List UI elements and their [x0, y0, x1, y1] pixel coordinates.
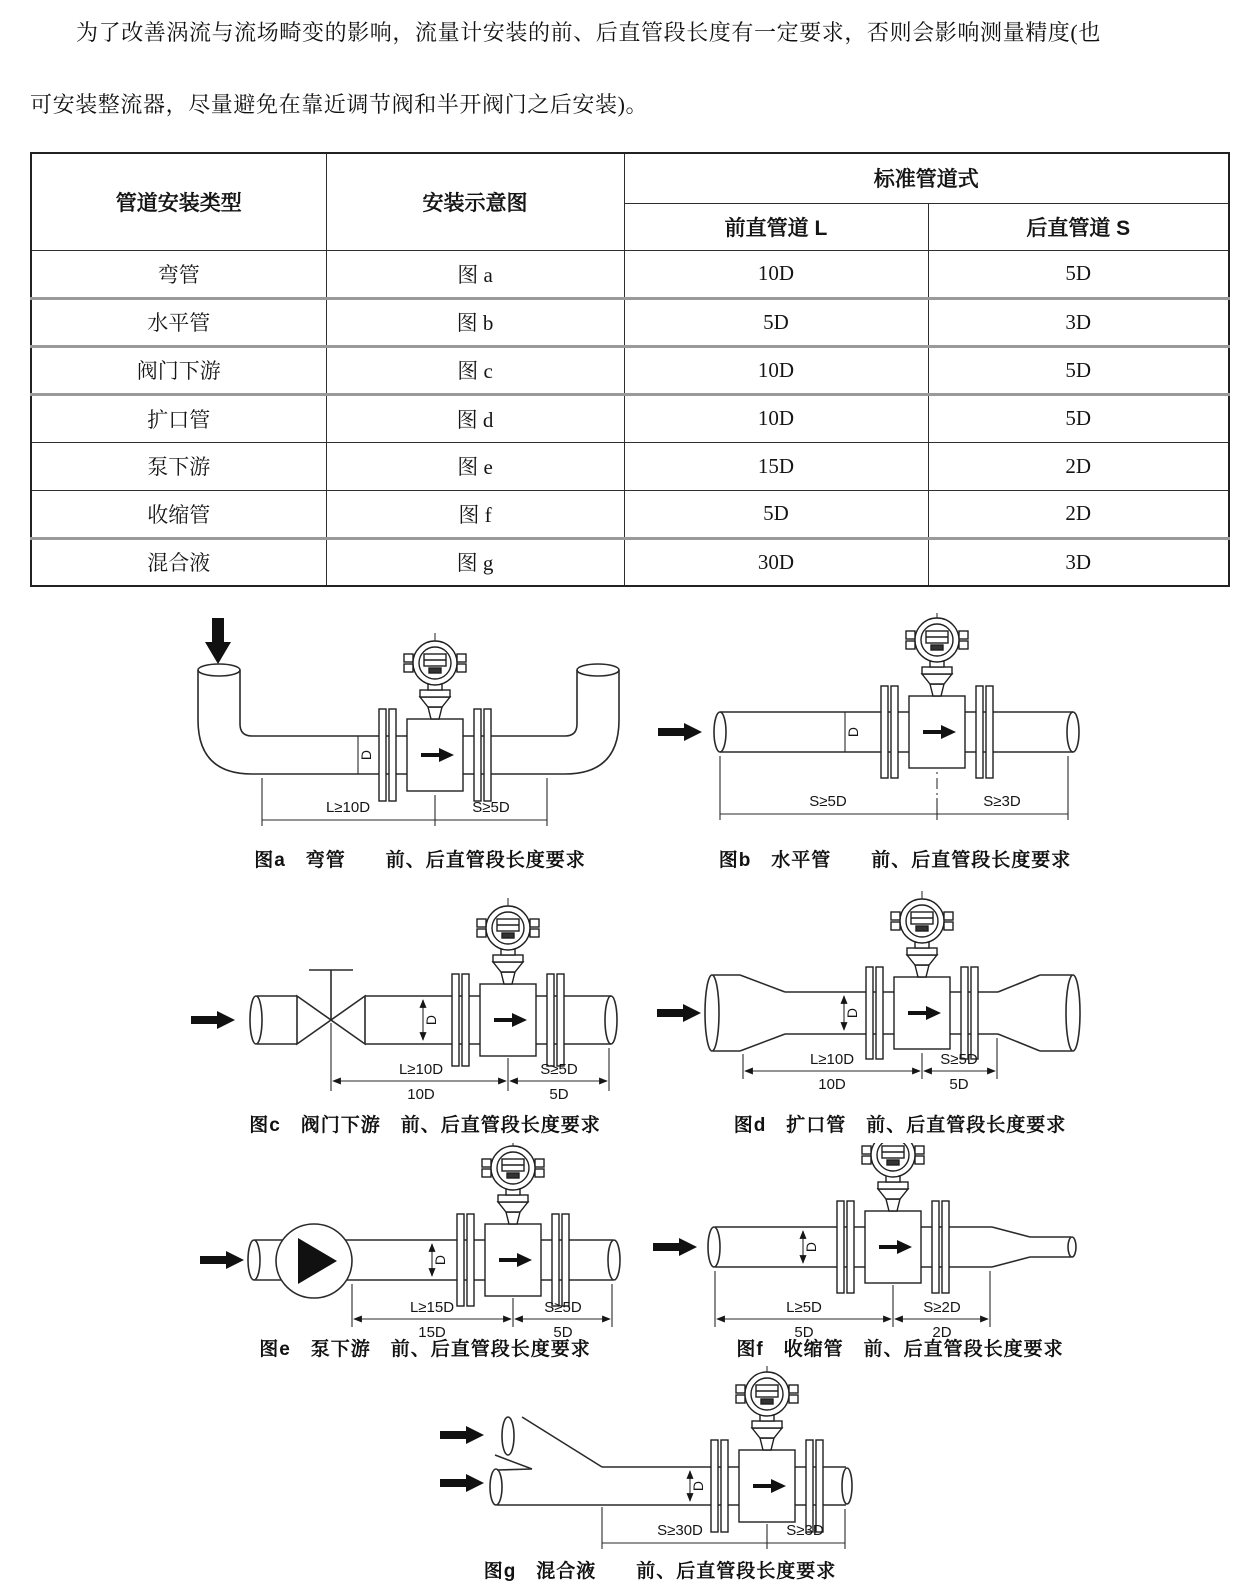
- table-row: [31, 538, 1229, 586]
- col-header-type: 管道安装类型: [31, 153, 326, 250]
- flow-down-arrow-icon: [205, 618, 231, 664]
- figure-e-pump-downstream-diagram: [175, 1143, 675, 1343]
- flow-direction-arrow-icon: [653, 1238, 697, 1256]
- flowmeter-icon: [379, 633, 491, 819]
- cell-back: 5D: [928, 250, 1229, 298]
- table-row: [31, 394, 1229, 442]
- table-row: [31, 346, 1229, 394]
- flowmeter-icon: [457, 1143, 569, 1324]
- dim-sublabel-left: 10D: [407, 1086, 435, 1103]
- cell-fig: 图 b: [326, 298, 624, 346]
- cell-type: 弯管: [31, 250, 326, 298]
- dim-sublabel-left: 10D: [818, 1076, 846, 1093]
- cell-fig: 图 a: [326, 250, 624, 298]
- diameter-label: D: [845, 726, 861, 738]
- pipe-break-mark: [714, 712, 726, 752]
- table-row: [31, 298, 1229, 346]
- figure-g-mixed-liquid-diagram: [420, 1366, 900, 1552]
- cell-type: 泵下游: [31, 442, 326, 490]
- installation-spec-table: [30, 152, 1230, 587]
- cell-type: 收缩管: [31, 490, 326, 538]
- flow-direction-arrow-icon: [440, 1426, 484, 1444]
- table-row: [31, 250, 1229, 298]
- flow-direction-arrow-icon: [657, 1004, 701, 1022]
- cell-front: 10D: [624, 394, 928, 442]
- diameter-label: D: [432, 1254, 448, 1266]
- cell-fig: 图 g: [326, 538, 624, 586]
- flowmeter-icon: [881, 613, 993, 796]
- dim-label-right: S≥3D: [786, 1522, 824, 1539]
- flow-direction-arrow-icon: [658, 723, 702, 741]
- intro-paragraph-line2: 可安装整流器，尽量避免在靠近调节阀和半开阀门之后安装)。: [30, 92, 649, 117]
- cell-back: 5D: [928, 394, 1229, 442]
- dim-sublabel-right: 5D: [949, 1076, 969, 1093]
- cell-back: 5D: [928, 346, 1229, 394]
- dim-label-left: L≥15D: [409, 1299, 455, 1316]
- dim-label-right: S≥5D: [544, 1299, 582, 1316]
- pipe-break-mark: [248, 1240, 260, 1280]
- dim-sublabel-left: 15D: [418, 1324, 446, 1341]
- pipe-break-mark: [502, 1417, 514, 1455]
- figure-f-reducer-pipe-diagram: [645, 1143, 1155, 1343]
- dim-label-right: S≥5D: [940, 1051, 978, 1068]
- figure-c-valve-downstream-diagram: [175, 883, 675, 1118]
- dim-label-left: L≥10D: [325, 799, 371, 816]
- pipe-break-mark: [577, 664, 619, 676]
- cell-back: 2D: [928, 490, 1229, 538]
- pipe-break-mark: [842, 1468, 852, 1504]
- cell-type: 扩口管: [31, 394, 326, 442]
- pipe-break-mark: [490, 1469, 502, 1505]
- cell-fig: 图 e: [326, 442, 624, 490]
- pipe-break-mark: [1066, 975, 1080, 1051]
- figure-b-horizontal-pipe-diagram: [650, 613, 1140, 845]
- cell-type: 水平管: [31, 298, 326, 346]
- cell-fig: 图 d: [326, 394, 624, 442]
- cell-front: 10D: [624, 346, 928, 394]
- cell-back: 2D: [928, 442, 1229, 490]
- dim-sublabel-right: 5D: [553, 1324, 573, 1341]
- cell-front: 10D: [624, 250, 928, 298]
- pump-icon: [276, 1224, 352, 1298]
- dim-sublabel-right: 5D: [549, 1086, 569, 1103]
- flowmeter-icon: [866, 891, 978, 1077]
- diameter-label: D: [844, 1007, 860, 1019]
- pipe-break-mark: [705, 975, 719, 1051]
- figure-e-caption: 图e 泵下游 前、后直管段长度要求: [259, 1339, 591, 1360]
- flow-direction-arrow-icon: [200, 1251, 244, 1269]
- flowmeter-icon: [452, 898, 564, 1084]
- dim-label-right: S≥2D: [923, 1299, 961, 1316]
- cell-front: 30D: [624, 538, 928, 586]
- pipe-break-mark: [1067, 712, 1079, 752]
- cell-fig: 图 f: [326, 490, 624, 538]
- figure-c-caption: 图c 阀门下游 前、后直管段长度要求: [249, 1115, 601, 1136]
- cell-back: 3D: [928, 538, 1229, 586]
- cell-fig: 图 c: [326, 346, 624, 394]
- figure-b-caption: 图b 水平管 前、后直管段长度要求: [718, 850, 1072, 871]
- dim-label-right: S≥5D: [472, 799, 510, 816]
- figure-a-bend-pipe-diagram: [150, 596, 690, 846]
- flow-direction-arrow-icon: [440, 1474, 484, 1492]
- dim-sublabel-left: 5D: [794, 1324, 814, 1341]
- dim-label-right: S≥3D: [983, 793, 1021, 810]
- cell-type: 混合液: [31, 538, 326, 586]
- col-header-figure: 安装示意图: [326, 153, 624, 250]
- intro-paragraph-line1: 为了改善涡流与流场畸变的影响，流量计安装的前、后直管段长度有一定要求，否则会影响测量精度(也: [76, 20, 1101, 45]
- diameter-label: D: [690, 1480, 706, 1492]
- col-group-header: 标准管道式: [624, 153, 1229, 203]
- dim-sublabel-right: 2D: [932, 1324, 952, 1341]
- pipe-break-mark: [198, 664, 240, 676]
- diameter-label: D: [803, 1241, 819, 1253]
- col-header-front-straight: 前直管道 L: [624, 203, 928, 250]
- figure-f-caption: 图f 收缩管 前、后直管段长度要求: [736, 1339, 1064, 1360]
- table-row: [31, 442, 1229, 490]
- pipe-break-mark: [250, 996, 262, 1044]
- figure-d-expander-pipe-diagram: [645, 883, 1155, 1118]
- pipe-break-mark: [608, 1240, 620, 1280]
- dim-label-left: S≥30D: [657, 1522, 703, 1539]
- dim-label-left: L≥10D: [809, 1051, 855, 1068]
- col-header-back-straight: 后直管道 S: [928, 203, 1229, 250]
- dim-label-left: L≥5D: [786, 1299, 822, 1316]
- diameter-label: D: [423, 1014, 439, 1026]
- figure-d-caption: 图d 扩口管 前、后直管段长度要求: [733, 1115, 1067, 1136]
- pipe-break-mark: [1068, 1237, 1076, 1257]
- pipe-break-mark: [708, 1227, 720, 1267]
- figure-a-caption: 图a 弯管 前、后直管段长度要求: [254, 850, 586, 871]
- dim-label-left: S≥5D: [809, 793, 847, 810]
- diameter-label: D: [358, 749, 374, 761]
- cell-front: 5D: [624, 298, 928, 346]
- pipe-break-mark: [605, 996, 617, 1044]
- dim-label-left: L≥10D: [398, 1061, 444, 1078]
- cell-back: 3D: [928, 298, 1229, 346]
- cell-front: 5D: [624, 490, 928, 538]
- table-row: [31, 490, 1229, 538]
- cell-type: 阀门下游: [31, 346, 326, 394]
- flow-direction-arrow-icon: [191, 1011, 235, 1029]
- cell-front: 15D: [624, 442, 928, 490]
- figure-g-caption: 图g 混合液 前、后直管段长度要求: [483, 1561, 837, 1582]
- dim-label-right: S≥5D: [540, 1061, 578, 1078]
